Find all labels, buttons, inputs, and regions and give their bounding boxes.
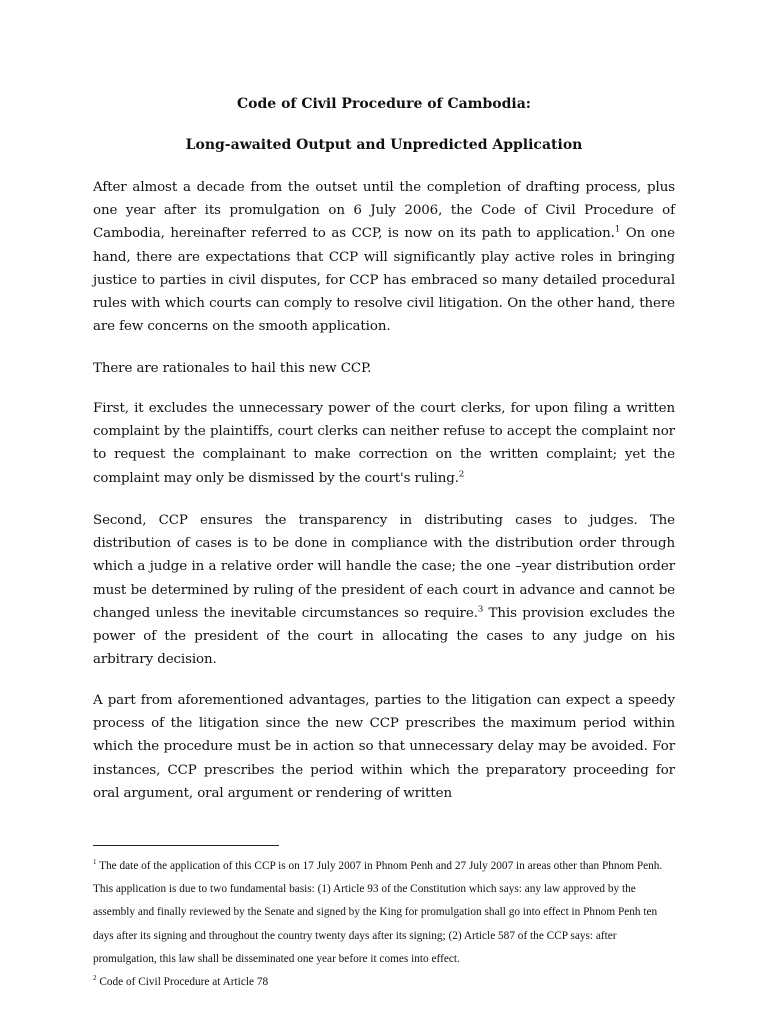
footnote-reference[interactable]: 2 <box>458 469 465 480</box>
document-title: Code of Civil Procedure of Cambodia: <box>237 96 531 112</box>
footnote-separator <box>93 845 279 846</box>
footnote <box>93 971 675 994</box>
paragraph-text: Second, CCP ensures the transparency in distributing cases to judges. The distribution of cases is to be done in compliance with the distribution order through which a judge in a relative order will handle the case; the one –year distribution order must be determined by ruling of the president of each court in advance and cannot be changed unless the inevitable circumstances so require. <box>93 513 675 621</box>
paragraph-first-rationale <box>93 397 675 490</box>
footnote-reference[interactable]: 1 <box>614 224 621 235</box>
paragraph-text-continued: On one hand, there are expectations that CCP will significantly play active roles in bringing justice to parties in civil disputes, for CCP has embraced so many detailed procedural rules with which courts can comply to resolve civil litigation. On the other hand, there are few concerns on the smooth application. <box>93 226 675 335</box>
footnotes <box>93 855 675 994</box>
paragraph-advantages <box>93 689 675 805</box>
paragraph-text-continued: This provision excludes the power of the president of the court in allocating the cases to any judge on his arbitrary decision. <box>93 605 675 668</box>
footnote-number: 2 <box>93 974 97 983</box>
paragraph-text: A part from aforementioned advantages, parties to the litigation can expect a speedy process of the litigation since the new CCP prescribes the maximum period within which the procedure must be in action so that unnecessary delay may be avoided. For instances, CCP prescribes the period within which the preparatory proceeding for oral argument, oral argument or rendering of written <box>93 693 675 801</box>
footnote-number: 1 <box>93 858 97 867</box>
footnote-text: The date of the application of this CCP is on 17 July 2007 in Phnom Penh and 27 July 2007 in areas other than Phnom Penh. This application is due to two fundamental basis: (1) Article 93 of the Constitution which says: any law approved by the assembly and finally reviewed by the Senate and signed by the King for promulgation shall go into effect in Phnom Penh ten days after its signing and throughout the country twenty days after its signing; (2) Article 587 of the CCP says: after promulgation, this law shall be disseminated one year before it comes into effect. <box>93 860 663 965</box>
paragraph-second-rationale <box>93 509 675 671</box>
footnote-text: Code of Civil Procedure at Article 78 <box>99 976 269 989</box>
paragraph-text: There are rationales to hail this new CCP. <box>93 361 372 376</box>
footnote-reference[interactable]: 3 <box>477 604 484 615</box>
paragraph-text: After almost a decade from the outset until the completion of drafting process, plus one year after its promulgation on 6 July 2006, the Code of Civil Procedure of Cambodia, hereinafter referred to as CCP, is now on its path to application. <box>93 180 675 242</box>
paragraph-introduction <box>93 176 675 338</box>
paragraph-text: First, it excludes the unnecessary power of the court clerks, for upon filing a written complaint by the plaintiffs, court clerks can neither refuse to accept the complaint nor to request the complainant to make correction on the written complaint; yet the complaint may only be dismissed by the court's ruling. <box>93 401 675 486</box>
paragraph-rationales <box>93 357 675 380</box>
document-subtitle: Long-awaited Output and Unpredicted Application <box>185 137 583 153</box>
footnote <box>93 855 675 971</box>
